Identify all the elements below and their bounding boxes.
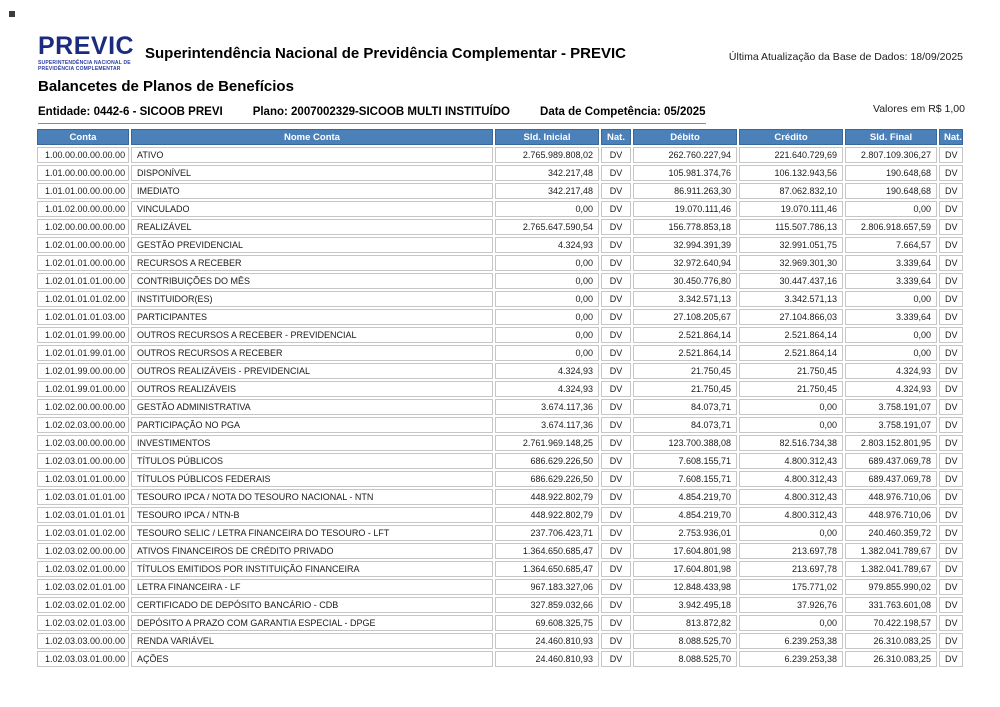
balance-table-container xyxy=(35,127,965,669)
cell-sld-final: 190.648,68 xyxy=(845,165,937,181)
cell-nome-conta: CERTIFICADO DE DEPÓSITO BANCÁRIO - CDB xyxy=(131,597,493,613)
cell-credito: 27.104.866,03 xyxy=(739,309,843,325)
cell-nome-conta: OUTROS RECURSOS A RECEBER - PREVIDENCIAL xyxy=(131,327,493,343)
cell-nat-final: DV xyxy=(939,255,963,271)
cell-nat-inicial: DV xyxy=(601,147,631,163)
cell-nome-conta: OUTROS REALIZÁVEIS - PREVIDENCIAL xyxy=(131,363,493,379)
cell-nat-final: DV xyxy=(939,327,963,343)
cell-conta: 1.02.02.03.00.00.00 xyxy=(37,417,129,433)
cell-nat-final: DV xyxy=(939,597,963,613)
previc-logo-subtitle xyxy=(38,60,148,72)
cell-nat-inicial: DV xyxy=(601,363,631,379)
cell-conta: 1.02.03.03.00.00.00 xyxy=(37,633,129,649)
cell-credito: 37.926,76 xyxy=(739,597,843,613)
cell-sld-final: 689.437.069,78 xyxy=(845,471,937,487)
cell-credito: 115.507.786,13 xyxy=(739,219,843,235)
cell-nat-inicial: DV xyxy=(601,273,631,289)
cell-nat-final: DV xyxy=(939,399,963,415)
cell-sld-inicial: 2.765.647.590,54 xyxy=(495,219,599,235)
table-row xyxy=(37,435,963,451)
cell-credito: 82.516.734,38 xyxy=(739,435,843,451)
cell-credito: 4.800.312,43 xyxy=(739,507,843,523)
cell-conta: 1.02.03.02.01.03.00 xyxy=(37,615,129,631)
cell-nat-inicial: DV xyxy=(601,291,631,307)
cell-debito: 8.088.525,70 xyxy=(633,651,737,667)
table-row xyxy=(37,201,963,217)
cell-nome-conta: TESOURO SELIC / LETRA FINANCEIRA DO TESOURO - LFT xyxy=(131,525,493,541)
cell-nome-conta: INSTITUIDOR(ES) xyxy=(131,291,493,307)
cell-nome-conta: INVESTIMENTOS xyxy=(131,435,493,451)
cell-nat-inicial: DV xyxy=(601,201,631,217)
cell-nome-conta: DISPONÍVEL xyxy=(131,165,493,181)
previc-logo-subtitle-line2: PREVIDÊNCIA COMPLEMENTAR xyxy=(38,66,121,72)
cell-conta: 1.02.01.01.99.01.00 xyxy=(37,345,129,361)
cell-nat-inicial: DV xyxy=(601,381,631,397)
cell-sld-final: 4.324,93 xyxy=(845,381,937,397)
table-row xyxy=(37,165,963,181)
cell-nat-final: DV xyxy=(939,579,963,595)
cell-nat-inicial: DV xyxy=(601,579,631,595)
cell-nat-final: DV xyxy=(939,237,963,253)
cell-nat-final: DV xyxy=(939,165,963,181)
cell-conta: 1.02.03.01.01.01.01 xyxy=(37,507,129,523)
cell-nome-conta: GESTÃO ADMINISTRATIVA xyxy=(131,399,493,415)
cell-nat-final: DV xyxy=(939,363,963,379)
report-title: Balancetes de Planos de Benefícios xyxy=(38,78,294,95)
cell-credito: 175.771,02 xyxy=(739,579,843,595)
column-header-sld-inicial: Sld. Inicial xyxy=(495,129,599,145)
report-meta-left xyxy=(38,106,706,124)
competencia-label: Data de Competência: 05/2025 xyxy=(540,106,706,118)
cell-nat-final: DV xyxy=(939,273,963,289)
cell-sld-final: 7.664,57 xyxy=(845,237,937,253)
balance-table xyxy=(35,127,965,669)
cell-sld-inicial: 327.859.032,66 xyxy=(495,597,599,613)
cell-sld-inicial: 686.629.226,50 xyxy=(495,453,599,469)
cell-nat-inicial: DV xyxy=(601,651,631,667)
cell-debito: 8.088.525,70 xyxy=(633,633,737,649)
cell-sld-final: 240.460.359,72 xyxy=(845,525,937,541)
cell-nat-inicial: DV xyxy=(601,309,631,325)
cell-nat-final: DV xyxy=(939,201,963,217)
cell-debito: 3.942.495,18 xyxy=(633,597,737,613)
cell-credito: 21.750,45 xyxy=(739,363,843,379)
table-row xyxy=(37,273,963,289)
cell-conta: 1.02.00.00.00.00.00 xyxy=(37,219,129,235)
cell-debito: 32.994.391,39 xyxy=(633,237,737,253)
table-row xyxy=(37,615,963,631)
cell-debito: 84.073,71 xyxy=(633,399,737,415)
cell-credito: 32.969.301,30 xyxy=(739,255,843,271)
cell-nome-conta: TÍTULOS PÚBLICOS FEDERAIS xyxy=(131,471,493,487)
cell-nat-inicial: DV xyxy=(601,327,631,343)
last-update-label: Última Atualização da Base de Dados: 18/09/2025 xyxy=(728,51,963,63)
cell-nat-inicial: DV xyxy=(601,633,631,649)
table-row xyxy=(37,309,963,325)
cell-sld-final: 3.339,64 xyxy=(845,309,937,325)
cell-sld-inicial: 4.324,93 xyxy=(495,237,599,253)
cell-sld-inicial: 3.674.117,36 xyxy=(495,399,599,415)
cell-nome-conta: PARTICIPAÇÃO NO PGA xyxy=(131,417,493,433)
cell-credito: 213.697,78 xyxy=(739,561,843,577)
cell-credito: 0,00 xyxy=(739,615,843,631)
cell-nome-conta: LETRA FINANCEIRA - LF xyxy=(131,579,493,595)
cell-nat-final: DV xyxy=(939,147,963,163)
table-row xyxy=(37,507,963,523)
table-row xyxy=(37,237,963,253)
cell-debito: 2.521.864,14 xyxy=(633,345,737,361)
column-header-nome-conta: Nome Conta xyxy=(131,129,493,145)
previc-logo-subtitle-line1: SUPERINTENDÊNCIA NACIONAL DE xyxy=(38,60,131,66)
cell-conta: 1.02.02.00.00.00.00 xyxy=(37,399,129,415)
cell-nat-final: DV xyxy=(939,507,963,523)
cell-sld-final: 26.310.083,25 xyxy=(845,633,937,649)
table-row xyxy=(37,489,963,505)
cell-credito: 6.239.253,38 xyxy=(739,651,843,667)
cell-debito: 3.342.571,13 xyxy=(633,291,737,307)
cell-nat-inicial: DV xyxy=(601,489,631,505)
cell-sld-final: 3.758.191,07 xyxy=(845,417,937,433)
cell-sld-inicial: 1.364.650.685,47 xyxy=(495,561,599,577)
cell-sld-final: 26.310.083,25 xyxy=(845,651,937,667)
table-row xyxy=(37,525,963,541)
page-corner-mark xyxy=(9,11,15,17)
cell-credito: 2.521.864,14 xyxy=(739,345,843,361)
cell-nat-final: DV xyxy=(939,471,963,487)
cell-nat-inicial: DV xyxy=(601,435,631,451)
cell-sld-inicial: 237.706.423,71 xyxy=(495,525,599,541)
cell-nome-conta: DEPÓSITO A PRAZO COM GARANTIA ESPECIAL - DPGE xyxy=(131,615,493,631)
table-row xyxy=(37,633,963,649)
cell-debito: 813.872,82 xyxy=(633,615,737,631)
cell-debito: 4.854.219,70 xyxy=(633,507,737,523)
table-row xyxy=(37,471,963,487)
table-row xyxy=(37,543,963,559)
cell-sld-inicial: 0,00 xyxy=(495,273,599,289)
table-row xyxy=(37,147,963,163)
cell-sld-inicial: 686.629.226,50 xyxy=(495,471,599,487)
cell-conta: 1.02.03.02.00.00.00 xyxy=(37,543,129,559)
cell-nat-final: DV xyxy=(939,525,963,541)
cell-nome-conta: RENDA VARIÁVEL xyxy=(131,633,493,649)
table-row xyxy=(37,183,963,199)
table-row xyxy=(37,363,963,379)
cell-credito: 0,00 xyxy=(739,417,843,433)
table-row xyxy=(37,219,963,235)
cell-nat-final: DV xyxy=(939,309,963,325)
cell-credito: 4.800.312,43 xyxy=(739,471,843,487)
entidade-label: Entidade: 0442-6 - SICOOB PREVI xyxy=(38,106,223,118)
cell-nat-final: DV xyxy=(939,651,963,667)
cell-sld-final: 0,00 xyxy=(845,345,937,361)
cell-conta: 1.02.03.02.01.00.00 xyxy=(37,561,129,577)
table-row xyxy=(37,453,963,469)
cell-sld-inicial: 2.765.989.808,02 xyxy=(495,147,599,163)
cell-sld-final: 1.382.041.789,67 xyxy=(845,543,937,559)
column-header-credito: Crédito xyxy=(739,129,843,145)
cell-nat-inicial: DV xyxy=(601,597,631,613)
cell-credito: 0,00 xyxy=(739,399,843,415)
cell-sld-final: 448.976.710,06 xyxy=(845,489,937,505)
table-row xyxy=(37,291,963,307)
cell-sld-inicial: 0,00 xyxy=(495,201,599,217)
cell-debito: 86.911.263,30 xyxy=(633,183,737,199)
cell-nat-inicial: DV xyxy=(601,417,631,433)
cell-sld-inicial: 1.364.650.685,47 xyxy=(495,543,599,559)
cell-nat-final: DV xyxy=(939,435,963,451)
table-row xyxy=(37,651,963,667)
cell-nome-conta: TESOURO IPCA / NTN-B xyxy=(131,507,493,523)
cell-nat-inicial: DV xyxy=(601,345,631,361)
cell-credito: 19.070.111,46 xyxy=(739,201,843,217)
cell-sld-inicial: 967.183.327,06 xyxy=(495,579,599,595)
cell-nat-final: DV xyxy=(939,219,963,235)
cell-conta: 1.01.00.00.00.00.00 xyxy=(37,165,129,181)
cell-credito: 0,00 xyxy=(739,525,843,541)
cell-nat-final: DV xyxy=(939,183,963,199)
cell-conta: 1.02.03.01.01.00.00 xyxy=(37,471,129,487)
cell-debito: 2.521.864,14 xyxy=(633,327,737,343)
header-row xyxy=(37,129,963,145)
cell-sld-inicial: 2.761.969.148,25 xyxy=(495,435,599,451)
cell-sld-inicial: 0,00 xyxy=(495,345,599,361)
cell-sld-inicial: 448.922.802,79 xyxy=(495,507,599,523)
cell-nat-final: DV xyxy=(939,633,963,649)
cell-conta: 1.02.03.02.01.01.00 xyxy=(37,579,129,595)
table-row xyxy=(37,399,963,415)
cell-sld-inicial: 3.674.117,36 xyxy=(495,417,599,433)
cell-conta: 1.02.03.00.00.00.00 xyxy=(37,435,129,451)
cell-conta: 1.02.01.01.00.00.00 xyxy=(37,255,129,271)
cell-nome-conta: ATIVO xyxy=(131,147,493,163)
cell-sld-inicial: 342.217,48 xyxy=(495,165,599,181)
cell-credito: 2.521.864,14 xyxy=(739,327,843,343)
cell-debito: 84.073,71 xyxy=(633,417,737,433)
cell-conta: 1.02.03.01.00.00.00 xyxy=(37,453,129,469)
cell-sld-final: 3.758.191,07 xyxy=(845,399,937,415)
cell-nat-inicial: DV xyxy=(601,237,631,253)
cell-conta: 1.00.00.00.00.00.00 xyxy=(37,147,129,163)
cell-debito: 27.108.205,67 xyxy=(633,309,737,325)
cell-debito: 7.608.155,71 xyxy=(633,453,737,469)
cell-debito: 17.604.801,98 xyxy=(633,561,737,577)
table-row xyxy=(37,327,963,343)
cell-debito: 30.450.776,80 xyxy=(633,273,737,289)
cell-debito: 21.750,45 xyxy=(633,363,737,379)
cell-sld-final: 190.648,68 xyxy=(845,183,937,199)
cell-nat-final: DV xyxy=(939,291,963,307)
column-header-conta: Conta xyxy=(37,129,129,145)
cell-conta: 1.02.01.01.01.00.00 xyxy=(37,273,129,289)
cell-debito: 21.750,45 xyxy=(633,381,737,397)
cell-sld-inicial: 24.460.810,93 xyxy=(495,633,599,649)
cell-nat-final: DV xyxy=(939,561,963,577)
cell-sld-final: 689.437.069,78 xyxy=(845,453,937,469)
cell-nat-inicial: DV xyxy=(601,255,631,271)
cell-nat-inicial: DV xyxy=(601,507,631,523)
cell-nome-conta: OUTROS REALIZÁVEIS xyxy=(131,381,493,397)
cell-sld-final: 70.422.198,57 xyxy=(845,615,937,631)
cell-sld-inicial: 0,00 xyxy=(495,255,599,271)
cell-sld-final: 331.763.601,08 xyxy=(845,597,937,613)
cell-credito: 21.750,45 xyxy=(739,381,843,397)
cell-credito: 30.447.437,16 xyxy=(739,273,843,289)
cell-sld-final: 2.803.152.801,95 xyxy=(845,435,937,451)
table-row xyxy=(37,597,963,613)
cell-credito: 4.800.312,43 xyxy=(739,453,843,469)
cell-sld-final: 0,00 xyxy=(845,201,937,217)
cell-conta: 1.02.01.01.01.02.00 xyxy=(37,291,129,307)
cell-nat-inicial: DV xyxy=(601,219,631,235)
cell-conta: 1.02.01.01.01.03.00 xyxy=(37,309,129,325)
table-row xyxy=(37,381,963,397)
cell-nat-final: DV xyxy=(939,615,963,631)
cell-nat-final: DV xyxy=(939,543,963,559)
cell-debito: 123.700.388,08 xyxy=(633,435,737,451)
cell-nat-final: DV xyxy=(939,489,963,505)
cell-nome-conta: VINCULADO xyxy=(131,201,493,217)
cell-conta: 1.02.01.99.01.00.00 xyxy=(37,381,129,397)
cell-nat-inicial: DV xyxy=(601,183,631,199)
cell-debito: 2.753.936,01 xyxy=(633,525,737,541)
cell-conta: 1.02.03.02.01.02.00 xyxy=(37,597,129,613)
cell-credito: 106.132.943,56 xyxy=(739,165,843,181)
cell-nome-conta: AÇÕES xyxy=(131,651,493,667)
table-row xyxy=(37,579,963,595)
column-header-nat-final: Nat. xyxy=(939,129,963,145)
cell-debito: 32.972.640,94 xyxy=(633,255,737,271)
cell-nat-inicial: DV xyxy=(601,453,631,469)
cell-nat-inicial: DV xyxy=(601,561,631,577)
cell-sld-inicial: 0,00 xyxy=(495,291,599,307)
cell-nat-inicial: DV xyxy=(601,399,631,415)
cell-nome-conta: PARTICIPANTES xyxy=(131,309,493,325)
cell-nat-final: DV xyxy=(939,453,963,469)
cell-debito: 19.070.111,46 xyxy=(633,201,737,217)
cell-nome-conta: CONTRIBUIÇÕES DO MÊS xyxy=(131,273,493,289)
cell-nome-conta: RECURSOS A RECEBER xyxy=(131,255,493,271)
cell-conta: 1.01.01.00.00.00.00 xyxy=(37,183,129,199)
previc-logo-text: PREVIC xyxy=(38,32,135,60)
cell-credito: 213.697,78 xyxy=(739,543,843,559)
cell-sld-final: 4.324,93 xyxy=(845,363,937,379)
balance-table-body xyxy=(37,147,963,667)
previc-logo xyxy=(38,33,148,72)
cell-credito: 4.800.312,43 xyxy=(739,489,843,505)
cell-nat-inicial: DV xyxy=(601,615,631,631)
cell-conta: 1.01.02.00.00.00.00 xyxy=(37,201,129,217)
table-row xyxy=(37,345,963,361)
cell-debito: 262.760.227,94 xyxy=(633,147,737,163)
cell-credito: 3.342.571,13 xyxy=(739,291,843,307)
table-row xyxy=(37,417,963,433)
cell-debito: 17.604.801,98 xyxy=(633,543,737,559)
cell-debito: 12.848.433,98 xyxy=(633,579,737,595)
cell-sld-final: 0,00 xyxy=(845,291,937,307)
cell-sld-final: 448.976.710,06 xyxy=(845,507,937,523)
cell-nome-conta: REALIZÁVEL xyxy=(131,219,493,235)
cell-nat-inicial: DV xyxy=(601,525,631,541)
page-title: Superintendência Nacional de Previdência Complementar - PREVIC xyxy=(145,45,626,62)
cell-credito: 221.640.729,69 xyxy=(739,147,843,163)
cell-sld-inicial: 69.608.325,75 xyxy=(495,615,599,631)
plano-label: Plano: 2007002329-SICOOB MULTI INSTITUÍDO xyxy=(252,106,511,118)
cell-sld-final: 3.339,64 xyxy=(845,273,937,289)
cell-sld-inicial: 4.324,93 xyxy=(495,381,599,397)
cell-sld-inicial: 342.217,48 xyxy=(495,183,599,199)
cell-nat-inicial: DV xyxy=(601,543,631,559)
cell-sld-final: 979.855.990,02 xyxy=(845,579,937,595)
cell-debito: 105.981.374,76 xyxy=(633,165,737,181)
cell-sld-final: 3.339,64 xyxy=(845,255,937,271)
cell-nat-final: DV xyxy=(939,417,963,433)
cell-nome-conta: ATIVOS FINANCEIROS DE CRÉDITO PRIVADO xyxy=(131,543,493,559)
column-header-sld-final: Sld. Final xyxy=(845,129,937,145)
cell-conta: 1.02.03.01.01.02.00 xyxy=(37,525,129,541)
cell-nat-final: DV xyxy=(939,381,963,397)
cell-credito: 87.062.832,10 xyxy=(739,183,843,199)
cell-credito: 32.991.051,75 xyxy=(739,237,843,253)
cell-nome-conta: OUTROS RECURSOS A RECEBER xyxy=(131,345,493,361)
column-header-debito: Débito xyxy=(633,129,737,145)
cell-conta: 1.02.01.01.99.00.00 xyxy=(37,327,129,343)
cell-nome-conta: TESOURO IPCA / NOTA DO TESOURO NACIONAL - NTN xyxy=(131,489,493,505)
table-row xyxy=(37,561,963,577)
cell-sld-final: 2.807.109.306,27 xyxy=(845,147,937,163)
cell-nome-conta: IMEDIATO xyxy=(131,183,493,199)
cell-sld-final: 0,00 xyxy=(845,327,937,343)
valores-em-label: Valores em R$ 1,00 xyxy=(872,103,965,115)
cell-nome-conta: TÍTULOS PÚBLICOS xyxy=(131,453,493,469)
cell-nome-conta: TÍTULOS EMITIDOS POR INSTITUIÇÃO FINANCEIRA xyxy=(131,561,493,577)
cell-nat-final: DV xyxy=(939,345,963,361)
cell-credito: 6.239.253,38 xyxy=(739,633,843,649)
cell-conta: 1.02.03.01.01.01.00 xyxy=(37,489,129,505)
balance-table-header xyxy=(37,129,963,145)
cell-sld-final: 2.806.918.657,59 xyxy=(845,219,937,235)
cell-debito: 7.608.155,71 xyxy=(633,471,737,487)
cell-sld-inicial: 24.460.810,93 xyxy=(495,651,599,667)
cell-sld-inicial: 4.324,93 xyxy=(495,363,599,379)
cell-nome-conta: GESTÃO PREVIDENCIAL xyxy=(131,237,493,253)
report-meta-line xyxy=(38,102,965,122)
cell-debito: 4.854.219,70 xyxy=(633,489,737,505)
cell-sld-final: 1.382.041.789,67 xyxy=(845,561,937,577)
cell-nat-inicial: DV xyxy=(601,471,631,487)
cell-conta: 1.02.01.99.00.00.00 xyxy=(37,363,129,379)
cell-conta: 1.02.03.03.01.00.00 xyxy=(37,651,129,667)
cell-sld-inicial: 448.922.802,79 xyxy=(495,489,599,505)
table-row xyxy=(37,255,963,271)
column-header-nat-inicial: Nat. xyxy=(601,129,631,145)
cell-sld-inicial: 0,00 xyxy=(495,309,599,325)
cell-nat-inicial: DV xyxy=(601,165,631,181)
cell-conta: 1.02.01.00.00.00.00 xyxy=(37,237,129,253)
cell-sld-inicial: 0,00 xyxy=(495,327,599,343)
cell-debito: 156.778.853,18 xyxy=(633,219,737,235)
